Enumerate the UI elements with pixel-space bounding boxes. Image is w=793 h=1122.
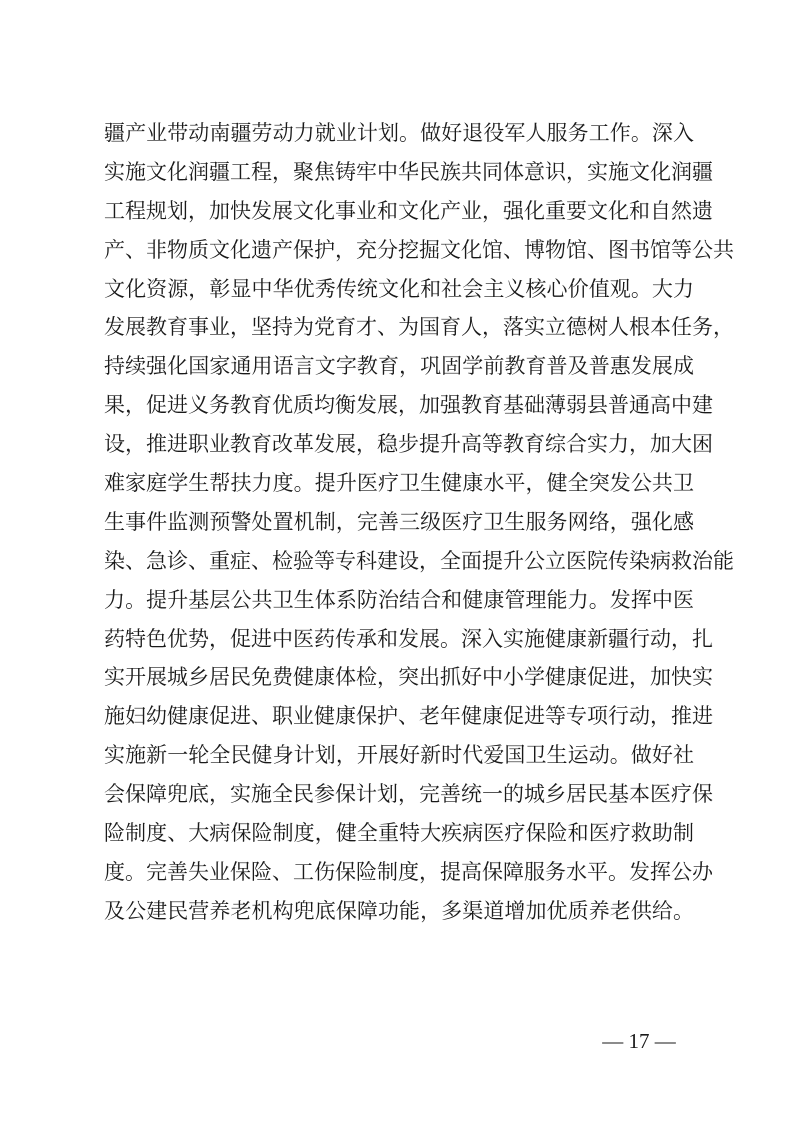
- text-line: 设，推进职业教育改革发展，稳步提升高等教育综合实力，加大困: [104, 432, 713, 457]
- page-number: — 17 —: [602, 1029, 676, 1053]
- text-line: 染、急诊、重症、检验等专科建设，全面提升公立医院传染病救治能: [104, 548, 734, 573]
- text-line: 发展教育事业，坚持为党育才、为国育人，落实立德树人根本任务，: [104, 315, 734, 340]
- text-line: 力。提升基层公共卫生体系防治结合和健康管理能力。发挥中医: [104, 587, 694, 612]
- text-line: 及公建民营养老机构兜底保障功能，多渠道增加优质养老供给。: [104, 898, 694, 923]
- text-line: 难家庭学生帮扶力度。提升医疗卫生健康水平，健全突发公共卫: [104, 471, 694, 496]
- text-line: 疆产业带动南疆劳动力就业计划。做好退役军人服务工作。深入: [104, 121, 694, 145]
- text-line: 果，促进义务教育优质均衡发展，加强教育基础薄弱县普通高中建: [104, 393, 713, 418]
- text-line: 实施文化润疆工程，聚焦铸牢中华民族共同体意识，实施文化润疆: [104, 159, 713, 184]
- text-line: 产、非物质文化遗产保护，充分挖掘文化馆、博物馆、图书馆等公共: [104, 237, 734, 262]
- text-line: 文化资源，彰显中华优秀传统文化和社会主义核心价值观。大力: [104, 276, 694, 301]
- body-text: [104, 114, 734, 931]
- text-line: 实开展城乡居民免费健康体检，突出抓好中小学健康促进，加快实: [104, 665, 713, 690]
- text-line: 生事件监测预警处置机制，完善三级医疗卫生服务网络，强化感: [104, 509, 694, 534]
- text-line: 持续强化国家通用语言文字教育，巩固学前教育普及普惠发展成: [104, 354, 694, 379]
- text-line: 险制度、大病保险制度，健全重特大疾病医疗保险和医疗救助制: [104, 821, 694, 846]
- text-line: 度。完善失业保险、工伤保险制度，提高保障服务水平。发挥公办: [104, 859, 713, 884]
- text-line: 会保障兜底，实施全民参保计划，完善统一的城乡居民基本医疗保: [104, 782, 713, 807]
- text-line: 工程规划，加快发展文化事业和文化产业，强化重要文化和自然遗: [104, 198, 713, 223]
- text-line: 药特色优势，促进中医药传承和发展。深入实施健康新疆行动，扎: [104, 626, 713, 651]
- text-line: 施妇幼健康促进、职业健康保护、老年健康促进等专项行动，推进: [104, 704, 713, 729]
- text-line: 实施新一轮全民健身计划，开展好新时代爱国卫生运动。做好社: [104, 743, 694, 768]
